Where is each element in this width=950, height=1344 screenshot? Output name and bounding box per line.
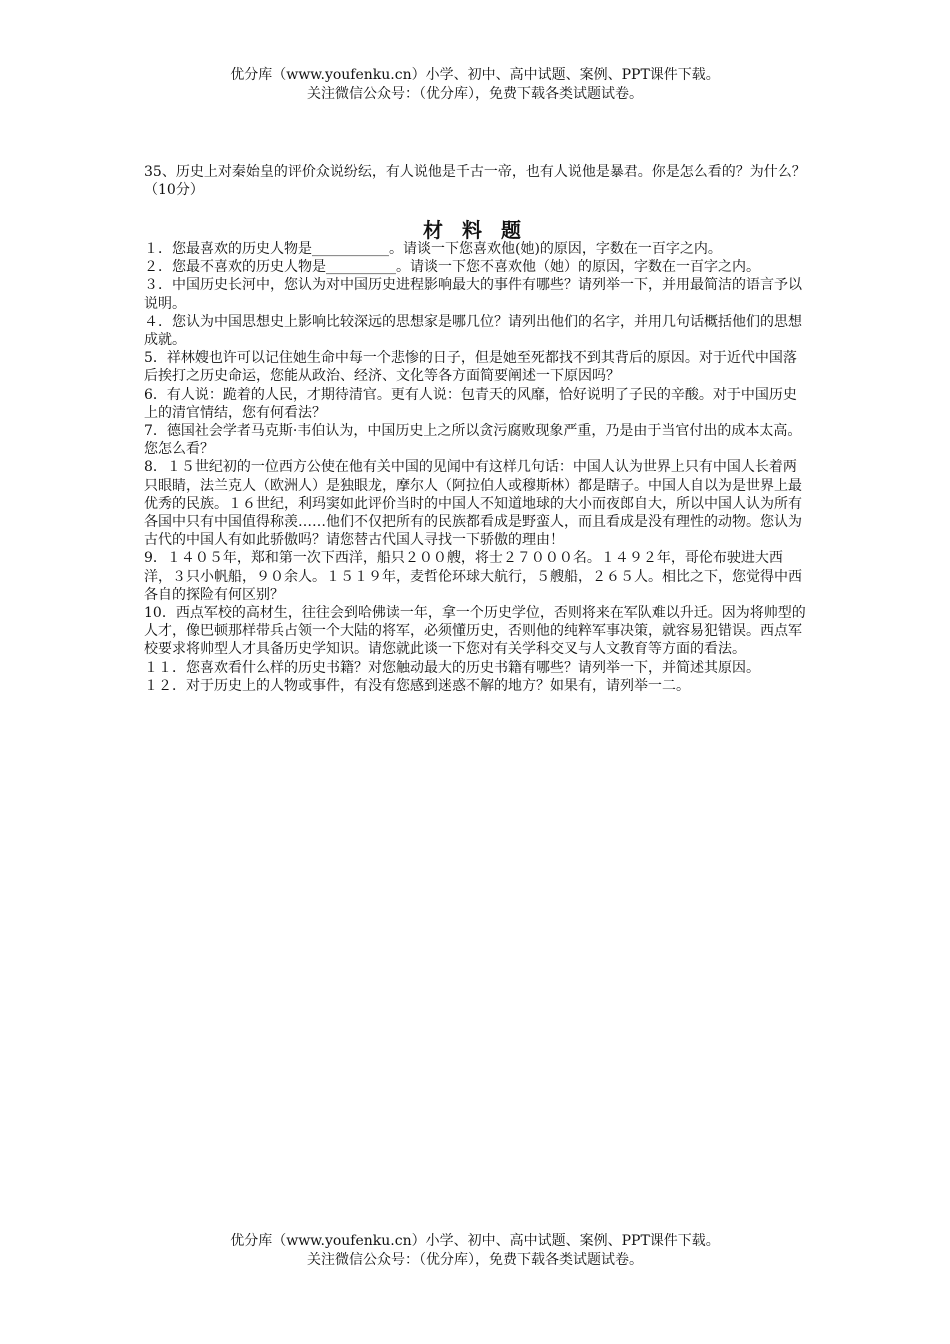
section-title: 材 料 题 [423, 218, 527, 242]
question-item-10: 10．西点军校的高材生，往往会到哈佛读一年，拿一个历史学位，否则将来在军队难以升迁。因为将帅型的人才，像巴顿那样带兵占领一个大陆的将军，必须懂历史，否则他的纯粹军事决策，就容易犯错误。西点军校要求将帅型人才具备历史学知识。请您就此谈一下您对有关学科交叉与人文教育等方面的看法。 [144, 605, 806, 658]
question-list [144, 240, 808, 695]
page-header [0, 66, 950, 104]
question-item-11: １１．您喜欢看什么样的历史书籍？对您触动最大的历史书籍有哪些？请列举一下，并简述其原因。 [144, 659, 760, 676]
intro-question [144, 163, 808, 199]
question-item-3: ３．中国历史长河中，您认为对中国历史进程影响最大的事件有哪些？请列举一下，并用最简洁的语言予以说明。 [144, 277, 802, 312]
header-line-1: 优分库（www.youfenku.cn）小学、初中、高中试题、案例、PPT课件下载。 [230, 67, 720, 83]
question-item-5: 5．祥林嫂也许可以记住她生命中每一个悲惨的日子，但是她至死都找不到其背后的原因。对于近代中国落后挨打之历史命运，您能从政治、经济、文化等各方面简要阐述一下原因吗？ [144, 350, 797, 385]
question-item-7: 7．德国社会学者马克斯·韦伯认为，中国历史上之所以贪污腐败现象严重，乃是由于当官付出的成本太高。您怎么看？ [144, 423, 802, 458]
question-item-9: 9．１４０５年，郑和第一次下西洋，船只２００艘，将士２７０００名。１４９２年，哥伦布驶进大西洋，３只小帆船，９０余人。１５１９年，麦哲伦环球大航行，５艘船，２６５人。相比之下，您觉得中西各自的探险有何区别？ [144, 550, 802, 603]
footer-line-2: 关注微信公众号：（优分库），免费下载各类试题试卷。 [307, 1252, 643, 1268]
question-item-6: 6．有人说：跪着的人民，才期待清官。更有人说：包青天的风靡，恰好说明了子民的辛酸。对于中国历史上的清官情结，您有何看法？ [144, 386, 797, 421]
question-item-12: １２．对于历史上的人物或事件，有没有您感到迷惑不解的地方？如果有，请列举一二。 [144, 677, 690, 694]
question-35: 35、历史上对秦始皇的评价众说纷纭，有人说他是千古一帝，也有人说他是暴君。你是怎么看的？为什么？（10分） [144, 164, 806, 198]
header-line-2: 关注微信公众号：（优分库），免费下载各类试题试卷。 [307, 86, 643, 102]
question-item-4: ４．您认为中国思想史上影响比较深远的思想家是哪几位？请列出他们的名字，并用几句话概括他们的思想成就。 [144, 313, 802, 349]
question-item-2: ２．您最不喜欢的历史人物是__________。请谈一下您不喜欢他（她）的原因，字数在一百字之内。 [144, 259, 760, 276]
page-footer [0, 1232, 950, 1270]
question-item-8: 8．１５世纪初的一位西方公使在他有关中国的见闻中有这样几句话：中国人认为世界上只有中国人长着两只眼睛，法兰克人（欧洲人）是独眼龙，摩尔人（阿拉伯人或穆斯林）都是瞎子。中国人自以为是世界上最优秀的民族。１６世纪，利玛窦如此评价当时的中国人不知道地球的大小而夜郎自大，所以中国人认为所有各国中只有中国值得称羡……他们不仅把所有的民族都看成是野蛮人，而且看成是没有理性的动物。您认为古代的中国人有如此骄傲吗？请您替古代国人寻找一下骄傲的理由！ [144, 459, 802, 549]
footer-line-1: 优分库（www.youfenku.cn）小学、初中、高中试题、案例、PPT课件下载。 [230, 1233, 720, 1249]
question-item-1: １．您最喜欢的历史人物是___________。请谈一下您喜欢他(她)的原因，字数在一百字之内。 [144, 241, 722, 257]
